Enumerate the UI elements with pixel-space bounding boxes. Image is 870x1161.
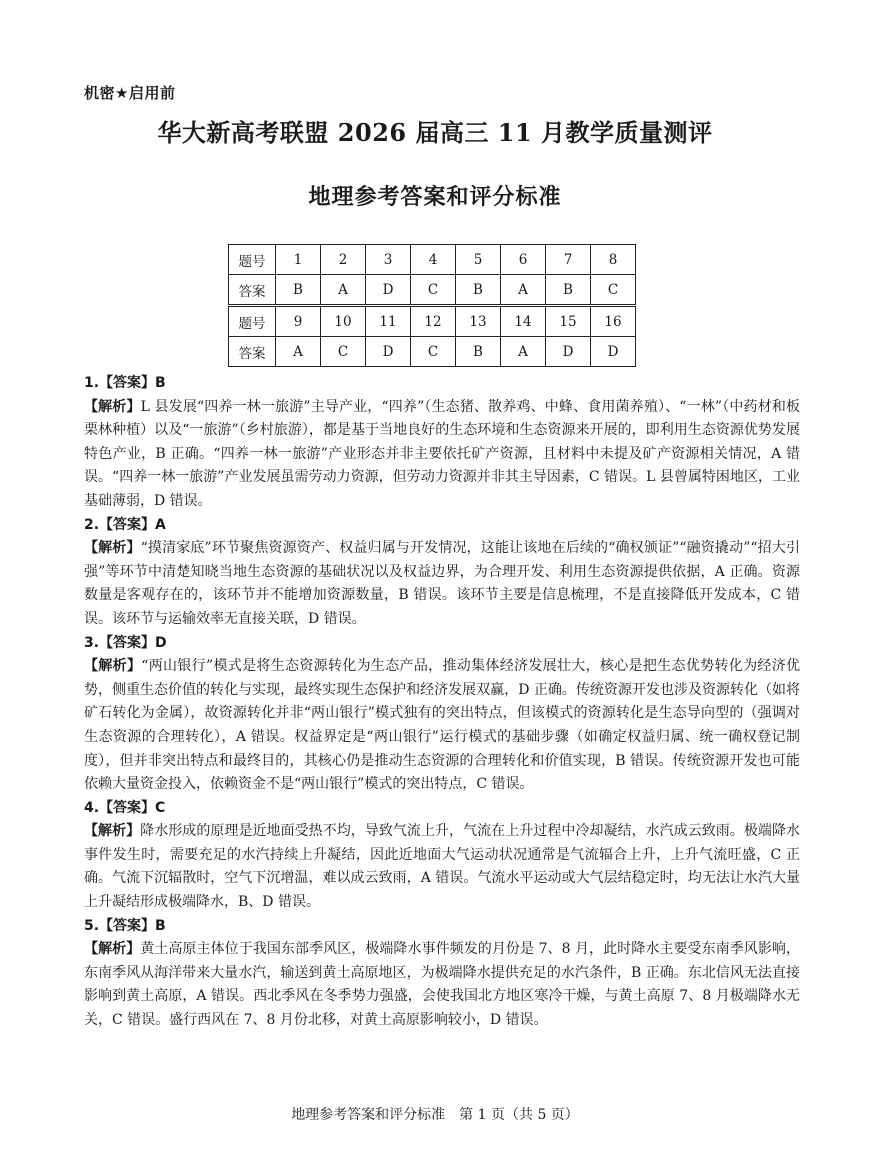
table-cell: D [366, 275, 411, 306]
table-cell: 10 [321, 306, 366, 337]
explanation-text: 黄土高原主体位于我国东部季风区，极端降水事件频发的月份是 7、8 月，此时降水主要受东南季风影响，东南季风从海洋带来大量水汽，输送到黄土高原地区，为极端降水提供充足的水汽条件，B 正确。东北信风无法直接影响到黄土高原，A 错误。西北季风在冬季势力强盛，会使我国北方地区寒冷干燥，与黄土高原 7、8 月极端降水无关，C 错误。盛行西风在 7、8 月份北移，对黄土高原影响较小，D 错误。 [84, 941, 801, 1029]
question-explanation [84, 655, 800, 797]
table-cell: 9 [276, 306, 321, 337]
question-answer-heading: 5.【答案】B [84, 917, 166, 934]
table-cell: 6 [501, 245, 546, 275]
question-answer-heading: 1.【答案】B [84, 375, 166, 391]
table-cell: C [411, 337, 456, 367]
explanation-tag: 【解析】 [84, 823, 141, 840]
question-block [84, 797, 800, 915]
table-cell: D [366, 337, 411, 367]
question-explanation [84, 938, 800, 1032]
document-subtitle: 地理参考答案和评分标准 [308, 185, 562, 210]
question-block [84, 915, 800, 1033]
confidential-label: 机密★启用前 [84, 84, 176, 102]
table-cell: C [321, 337, 366, 367]
table-cell: 8 [591, 245, 636, 275]
explanation-tag: 【解析】 [84, 540, 141, 557]
table-cell: 12 [411, 306, 456, 337]
table-cell: B [456, 337, 501, 367]
explanation-tag: 【解析】 [84, 941, 141, 958]
table-cell: 答案 [229, 275, 276, 306]
explanation-tag: 【解析】 [84, 398, 141, 415]
table-cell: A [501, 337, 546, 367]
table-cell: 3 [366, 245, 411, 275]
question-explanation [84, 537, 800, 631]
question-explanation [84, 820, 800, 914]
table-cell: 16 [591, 306, 636, 337]
table-cell: A [276, 337, 321, 367]
table-cell: B [276, 275, 321, 306]
question-answer-heading: 3.【答案】D [84, 634, 167, 651]
table-cell: C [411, 275, 456, 306]
question-explanation [84, 396, 800, 514]
table-cell: D [546, 337, 591, 367]
question-block [84, 514, 800, 632]
table-row [229, 337, 636, 367]
question-answer-heading: 4.【答案】C [84, 799, 166, 816]
explanation-text: “摸清家底”环节聚焦资源资产、权益归属与开发情况，这能让该地在后续的“确权颁证”“融资撬动”“招大引强”等环节中清楚知晓当地生态资源的基础状况以及权益边界，为合理开发、利用生态资源提供依据，A 正确。资源数量是客观存在的，该环节并不能增加资源数量，B 错误。该环节主要是信息梳理，不是直接降低开发成本，C 错误。该环节与运输效率无直接关联，D 错误。 [84, 540, 800, 627]
question-block [84, 632, 800, 797]
explanation-text: 降水形成的原理是近地面受热不均，导致气流上升，气流在上升过程中冷却凝结，水汽成云致雨。极端降水事件发生时，需要充足的水汽持续上升凝结，因此近地面大气运动状况通常是气流辐合上升，上升气流旺盛，C 正确。气流下沉辐散时，空气下沉增温，难以成云致雨，A 错误。气流水平运动或大气层结稳定时，均无法让水汽大量上升凝结形成极端降水，B、D 错误。 [84, 823, 801, 911]
answer-table [228, 244, 636, 367]
table-cell: 13 [456, 306, 501, 337]
table-cell: 15 [546, 306, 591, 337]
explanation-tag: 【解析】 [84, 658, 142, 675]
table-cell: 5 [456, 245, 501, 275]
table-row [229, 275, 636, 306]
question-block [84, 372, 800, 514]
table-row [229, 245, 636, 275]
explanation-text: L 县发展“四养一林一旅游”主导产业，“四养”（生态猪、散养鸡、中蜂、食用菌养殖）、“一林”（中药材和板栗林种植）以及“一旅游”（乡村旅游），都是基于当地良好的生态环境和生态资源来开展的，即利用生态资源优势发展特色产业，B 正确。“四养一林一旅游”产业形态并非主要依托矿产资源，且材料中未提及矿产资源相关情况，A 错误。“四养一林一旅游”产业发展虽需劳动力资源，但劳动力资源并非其主导因素，C 错误。L 县曾属特困地区，工业基础薄弱，D 错误。 [84, 398, 800, 509]
table-cell: 4 [411, 245, 456, 275]
table-row [229, 306, 636, 337]
answer-explanations [84, 372, 800, 1033]
table-cell: 14 [501, 306, 546, 337]
table-cell: 2 [321, 245, 366, 275]
table-cell: 题号 [229, 306, 276, 337]
table-cell: 题号 [229, 245, 276, 275]
table-cell: 11 [366, 306, 411, 337]
table-cell: A [321, 275, 366, 306]
table-cell: C [591, 275, 636, 306]
table-cell: B [546, 275, 591, 306]
explanation-text: “两山银行”模式是将生态资源转化为生态产品，推动集体经济发展壮大，核心是把生态优势转化为经济优势，侧重生态价值的转化与实现，最终实现生态保护和经济发展双赢，D 正确。传统资源开发也涉及资源转化（如将矿石转化为金属），故资源转化并非“两山银行”模式独有的突出特点，但该模式的资源转化是生态导向型的（强调对生态资源的合理转化），A 错误。权益界定是“两山银行”运行模式的基础步骤（如确定权益归属、统一确权登记制度），但并非突出特点和最终目的，其核心仍是推动生态资源的合理转化和价值实现，B 错误。传统资源开发也可能依赖大量资金投入，依赖资金不是“两山银行”模式的突出特点，C 错误。 [84, 658, 801, 793]
document-title: 华大新高考联盟 2026 届高三 11 月教学质量测评 [157, 118, 713, 147]
table-cell: 1 [276, 245, 321, 275]
table-cell: 答案 [229, 337, 276, 367]
table-cell: 7 [546, 245, 591, 275]
table-cell: D [591, 337, 636, 367]
question-answer-heading: 2.【答案】A [84, 516, 166, 533]
page-footer: 地理参考答案和评分标准 第 1 页（共 5 页） [291, 1107, 579, 1123]
table-cell: B [456, 275, 501, 306]
table-cell: A [501, 275, 546, 306]
